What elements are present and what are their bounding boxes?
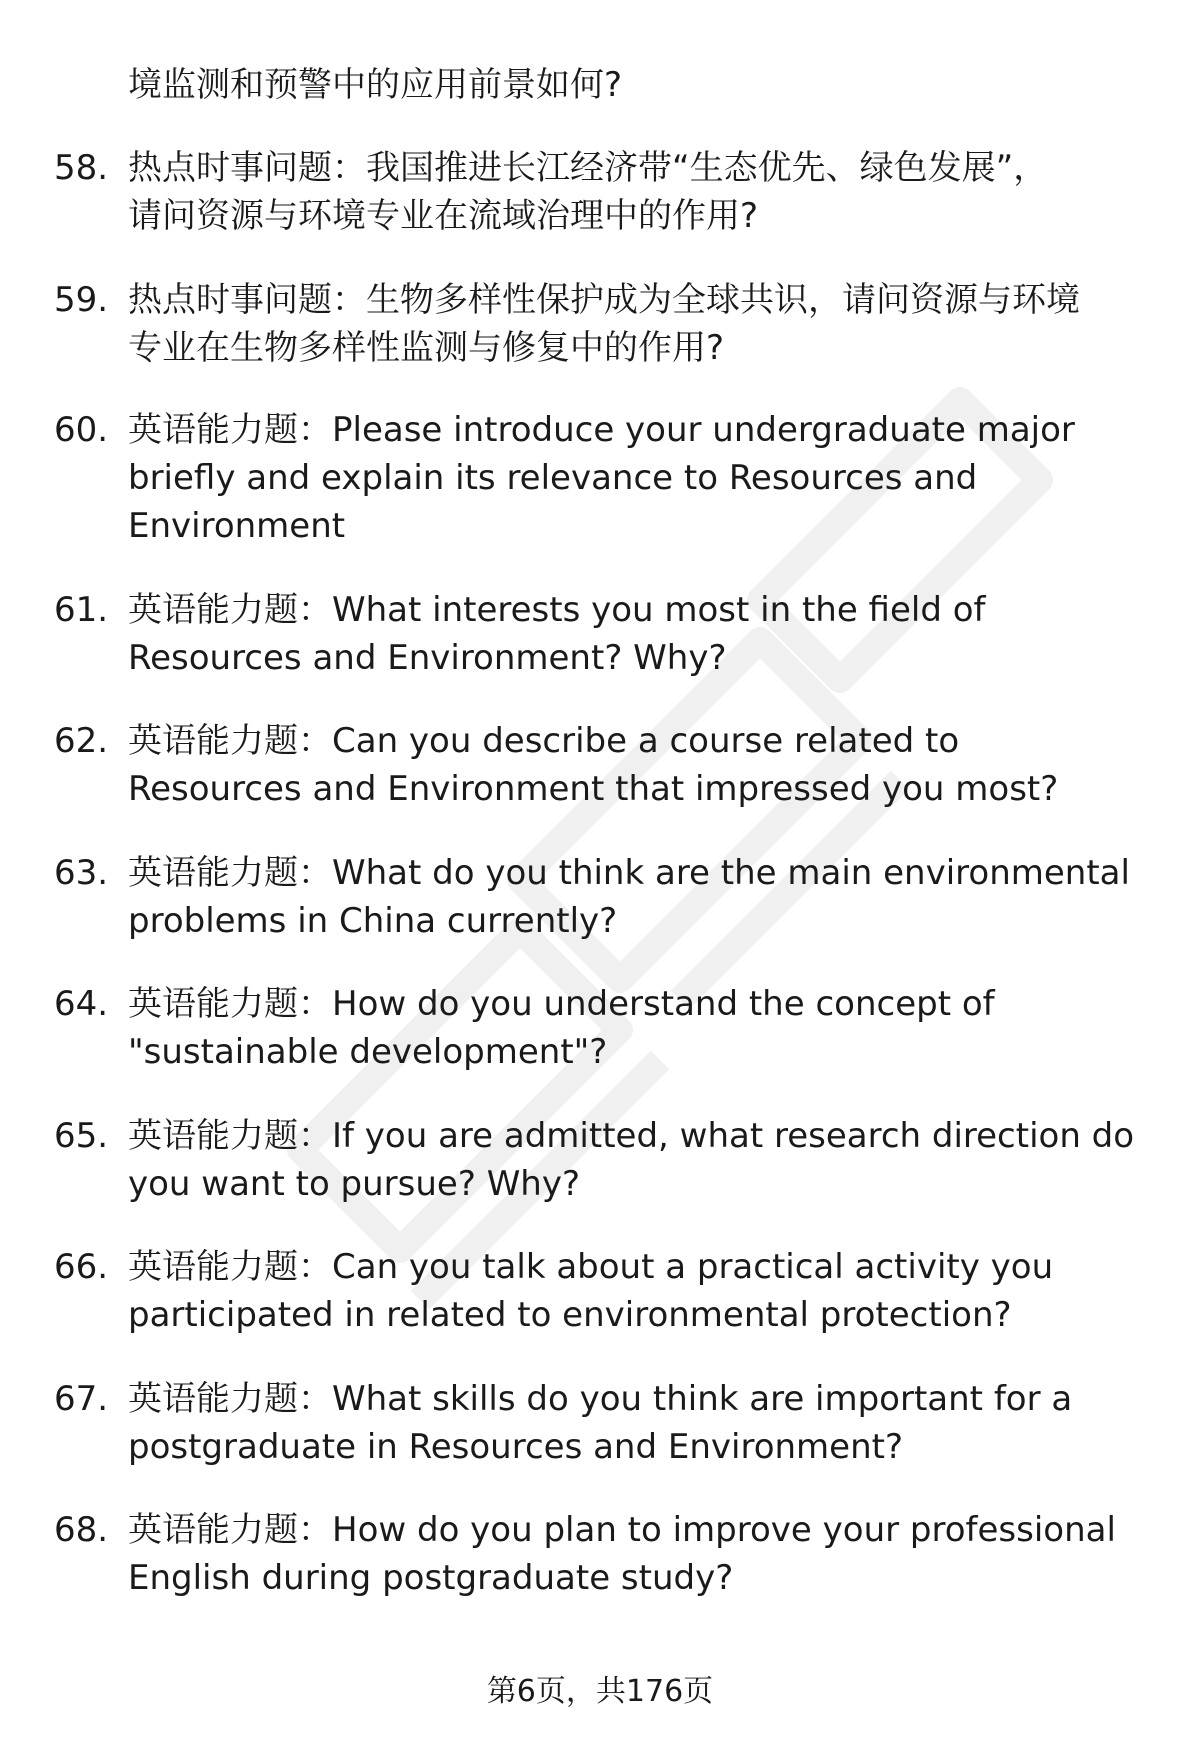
question-line: 专业在生物多样性监测与修复中的作用? [128,328,725,368]
question-number: 61. [54,590,109,630]
question-number: 68. [54,1510,109,1550]
question-line: English during postgraduate study? [128,1558,734,1598]
question-line: 热点时事问题：我国推进长江经济带“生态优先、绿色发展”， [128,148,1048,188]
question-line: 英语能力题：How do you understand the concept of [128,984,995,1024]
question-line: Resources and Environment? Why? [128,638,727,678]
continuation-line: 境监测和预警中的应用前景如何? [128,65,623,105]
question-number: 63. [54,853,109,893]
question-number: 67. [54,1379,109,1419]
question-number: 64. [54,984,109,1024]
question-line: "sustainable development"? [128,1032,608,1072]
question-line: you want to pursue? Why? [128,1164,581,1204]
question-line: problems in China currently? [128,901,618,941]
question-line: 英语能力题：Can you talk about a practical activity you [128,1247,1054,1287]
question-number: 66. [54,1247,109,1287]
question-line: Resources and Environment that impressed you most? [128,769,1059,809]
question-line: 英语能力题：What skills do you think are important for a [128,1379,1073,1419]
question-line: participated in related to environmental protection? [128,1295,1012,1335]
question-number: 65. [54,1116,109,1156]
question-line: 请问资源与环境专业在流域治理中的作用? [128,196,759,236]
question-line: Environment [128,506,346,546]
question-number: 58. [54,148,109,188]
question-line: 英语能力题：How do you plan to improve your professional [128,1510,1116,1550]
question-line: postgraduate in Resources and Environment? [128,1427,904,1467]
question-line: 英语能力题：Can you describe a course related to [128,721,960,761]
question-line: 英语能力题：Please introduce your undergraduate major [128,410,1075,450]
page-footer: 第6页，共176页 [486,1674,714,1709]
question-number: 60. [54,410,109,450]
question-line: 英语能力题：What interests you most in the field of [128,590,986,630]
question-number: 59. [54,280,109,320]
question-number: 62. [54,721,109,761]
question-line: 英语能力题：If you are admitted, what research direction do [128,1116,1135,1156]
question-line: briefly and explain its relevance to Resources and [128,458,978,498]
question-line: 英语能力题：What do you think are the main environmental [128,853,1130,893]
question-line: 热点时事问题：生物多样性保护成为全球共识，请问资源与环境 [128,280,1080,320]
